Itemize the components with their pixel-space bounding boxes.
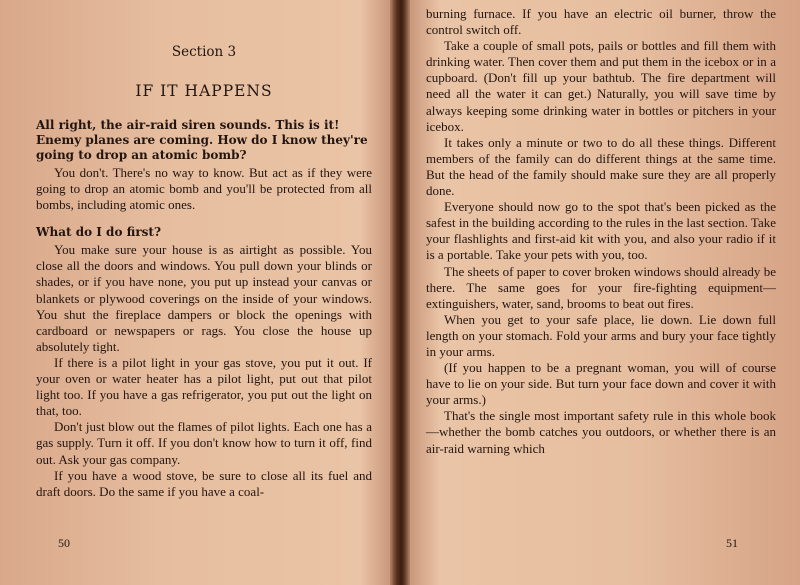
body-paragraph: The sheets of paper to cover broken windows should already be there. The same goes for your fire-fighting equipment—extinguishers, water, sand, brooms to beat out fires. [426,263,776,311]
body-paragraph: Don't just blow out the flames of pilot lights. Each one has a gas supply. Turn it off. If you don't know how to turn it off, find out. Ask your gas company. [36,419,372,467]
body-paragraph: Take a couple of small pots, pails or bottles and fill them with drinking water. Then cover them and put them in the icebox or in a cupboard. (Don't fill up your bathtub. The fire department will need all the water it can get.) Naturally, you will save time by always keeping some drinking water in bottles or pitchers in your icebox. [426,38,776,134]
body-paragraph: That's the single most important safety rule in this whole book—whether the bomb catches you outdoors, or whether there is an air-raid warning which [426,408,776,456]
left-page [0,0,392,585]
body-paragraph: If there is a pilot light in your gas stove, you put it out. If your oven or water heater has a pilot light, put out that pilot light too. If you have a gas refrigerator, you put out the light on that, too. [36,354,372,419]
body-paragraph: You make sure your house is as airtight as possible. You close all the doors and windows. You pull down your blinds or shades, or if you have none, you put up instead your canvas or blankets or plywood coverings on the inside of your windows. You shut the fireplace dampers or block the openings with cardboard or newspapers or rags. You close the house up absolutely tight. [36,242,372,354]
body-paragraph: (If you happen to be a pregnant woman, you will of course have to lie on your side. But turn your face down and cover it with your arms.) [426,360,776,408]
chapter-title: IF IT HAPPENS [135,82,273,100]
answer-paragraph: You don't. There's no way to know. But act as if they were going to drop an atomic bomb and you'll be protected from all bombs, including atomic ones. [36,165,372,213]
question-heading-2: What do I do first? [36,225,162,240]
page-number-left: 50 [58,536,70,550]
body-paragraph: If you have a wood stove, be sure to close all its fuel and draft doors. Do the same if you have a coal- [36,467,372,499]
book-gutter [390,0,410,585]
section-label: Section 3 [171,44,237,60]
right-page [408,0,800,585]
question-heading: All right, the air-raid siren sounds. This is it! Enemy planes are coming. How do I know they're going to drop an atomic bomb? [36,118,368,162]
body-paragraph: It takes only a minute or two to do all these things. Different members of the family can do different things at the same time. But the head of the family should make sure they are all properly done. [426,134,776,199]
body-paragraph: burning furnace. If you have an electric oil burner, throw the control switch off. [426,6,776,38]
page-number-right: 51 [726,536,738,550]
body-paragraph: When you get to your safe place, lie down. Lie down full length on your stomach. Fold your arms and bury your face tightly in your arms. [426,311,776,359]
body-paragraph: Everyone should now go to the spot that's been picked as the safest in the building according to the rules in the last section. Take your flashlights and first-aid kit with you, and also your radio if it is a portable. Take your pets with you, too. [426,199,776,263]
